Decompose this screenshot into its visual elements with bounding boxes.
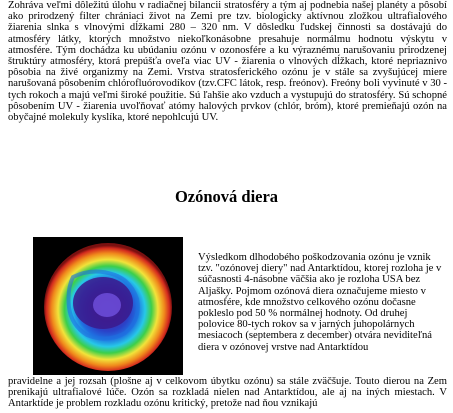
- ozone-hole-paragraph-right: Výsledkom dlhodobého poškodzovania ozónu je vznik tzv. "ozónovej diery" nad Antarktídou, ktorej rozloha je v súčasnosti 4-násobne väčšia ako je rozloha USA bez Aljašky. Pojmom ozónová diera označujeme miesto v atmosfére, kde množstvo celkového ozónu dočasne pokleslo pod 50 % normálnej hodnoty. Od druhej polovice 80-tych rokov sa v jarných juhopolárnych mesiacoch (septembera z december) otvára neviditeľná diera v ozónovej vrstve nad Antarktídou: [198, 252, 442, 353]
- ozone-hole-image: [33, 237, 183, 375]
- ozone-hole-globe-icon: [33, 237, 183, 375]
- section-heading: Ozónová diera: [174, 187, 279, 206]
- intro-paragraph: Zohráva veľmi dôležitú úlohu v radiačnej bilancii stratosféry a tým aj podnebia našej planéty a pôsobí ako prirodzený filter chrániaci život na Zemi pre tzv. biologicky aktívnou zložkou ultrafialového žiarenia slnka s vlnovými dĺžkami 280 – 320 nm. V dôsledku ľudskej činnosti sa dostávajú do atmosféry látky, ktorých množstvo niekoľkonásobne presahuje normálmu hodnotu výskytu v atmosfére. Tým dochádza ku ubúdaniu ozónu v ozonosfére a ku výraznému narušovaniu prirodzenej štruktúry atmosféry, ktorá prepúšťa oveľa viac UV - žiarenia o vlnových dĺžkach, ktoré nepriaznivo pôsobia na živé organizmy na Zemi. Vrstva stratosferického ozónu je v stále sa zvyšujúcej miere narušovaná pôsobením chlórofluórovodíkov (tzv.CFC látok, resp. freónov). Freóny boli vyvinuté v 30 - tych rokoch a majú veľmi široké použitie. Sú ľahšie ako vzduch a vystupujú do stratosféry. Sú schopné pôsobením UV - žiarenia uvoľňovať atómy halových prvkov (chlór, bróm), ktoré premieňajú ozón na obyčajné molekuly kyslíka, ktoré nepohlcujú UV.: [8, 0, 447, 124]
- ozone-hole-paragraph-bottom: pravidelne a jej rozsah (plošne aj v celkovom úbytku ozónu) sa stále zväčšuje. Touto dierou na Zem prenikajú ultrafialové lúče. Ozón sa rozkladá nielen nad Antarktídou, ale aj na iných miestach. V Antarktíde je problem rozkladu ozónu kritický, pretože nad ňou vznikajú: [8, 376, 447, 410]
